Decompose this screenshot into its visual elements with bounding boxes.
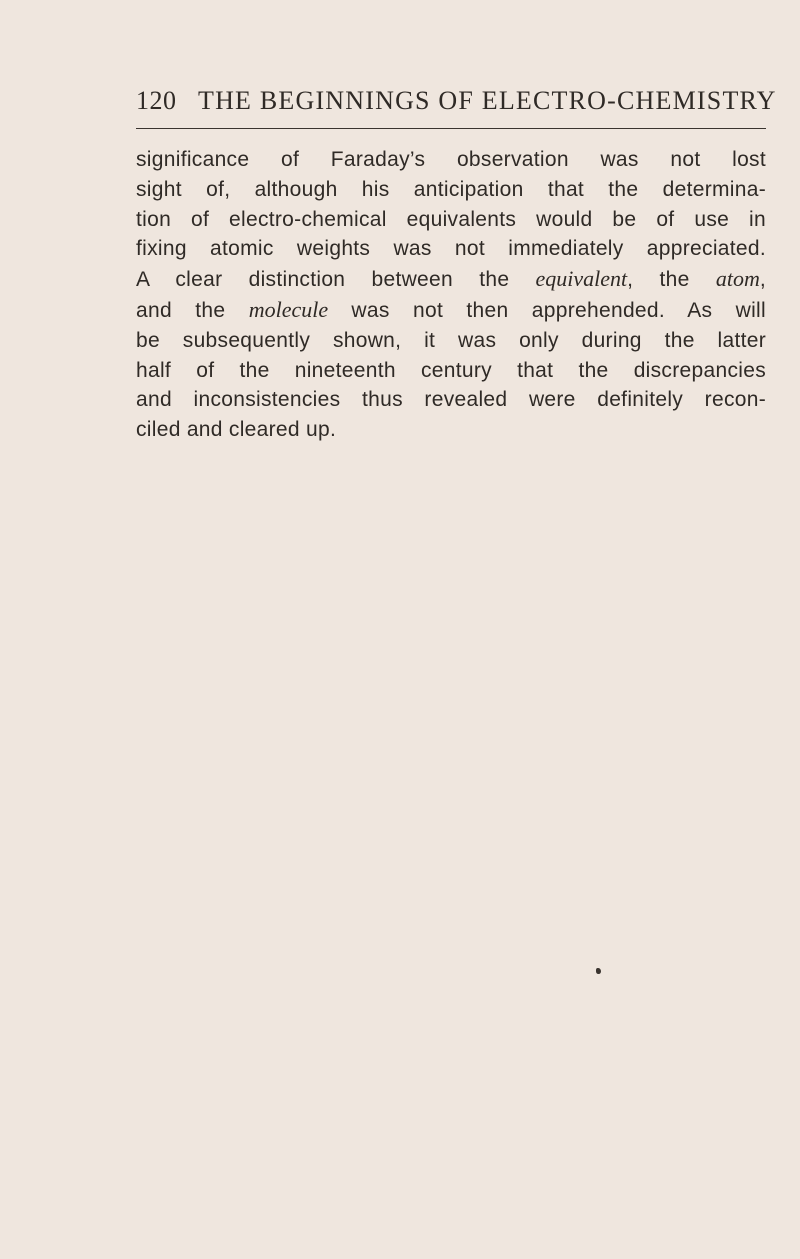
page-number: 120 [136,86,177,115]
body-paragraph [136,145,766,445]
text-line-8: half of the nineteenth century that the discrepancies [136,358,766,382]
text-line-4: fixing atomic weights was not immediately appreciated. [136,237,766,261]
ink-speck [596,968,601,974]
text-line-5-part-c: , [759,268,766,292]
text-line-6 [136,295,766,326]
text-line-5-part-b: , the [627,268,690,292]
header-rule [136,128,766,129]
text-line-2: sight of, although his anticipation that the determina- [136,177,766,201]
italic-term-equivalent: equivalent [535,266,628,292]
italic-term-molecule: molecule [248,296,329,322]
text-line-9: and inconsistencies thus revealed were definitely recon- [136,388,766,412]
running-title: THE BEGINNINGS OF ELECTRO-CHEMISTRY [198,86,777,115]
text-line-6-part-b: was not then apprehended. As will [351,298,766,322]
text-line-6-part-a: and the [136,298,226,322]
italic-term-atom: atom [715,266,760,292]
text-line-3: tion of electro-chemical equivalents would be of use in [136,207,766,231]
text-line-10: ciled and cleared up. [136,418,337,442]
text-line-7: be subsequently shown, it was only during the latter [136,328,766,352]
text-line-1: significance of Faraday’s observation was not lost [136,148,766,171]
text-line-5-part-a: A clear distinction between the [136,268,510,292]
text-line-5 [136,264,766,295]
running-head [136,86,777,122]
